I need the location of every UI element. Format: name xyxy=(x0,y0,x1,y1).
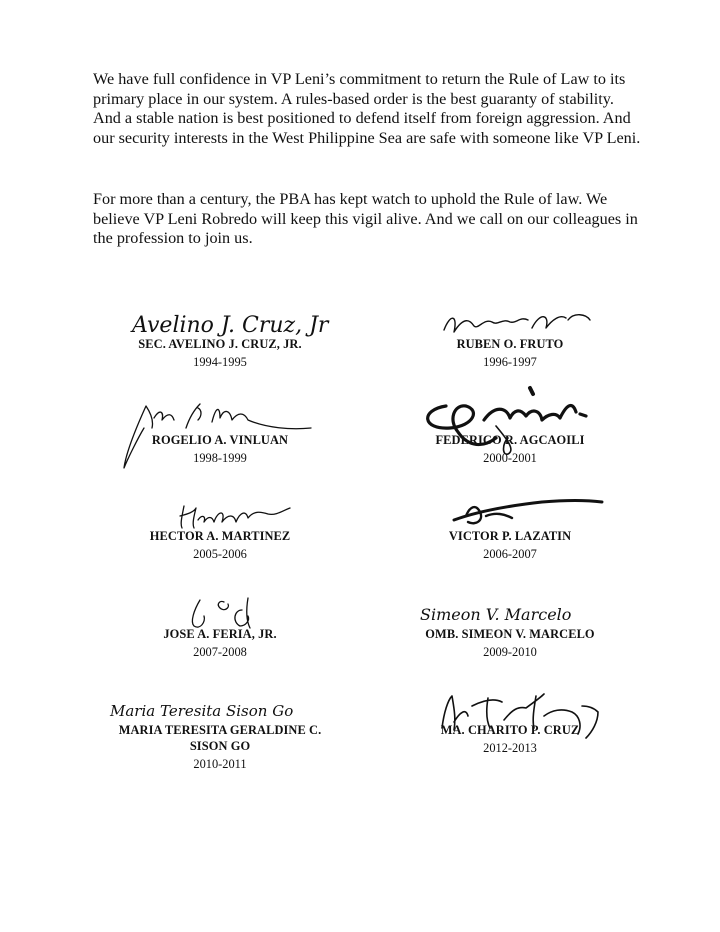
signatory-term: 2010-2011 xyxy=(193,757,247,771)
signatory-term: 1994-1995 xyxy=(193,355,247,369)
signatory-term: 1998-1999 xyxy=(193,451,247,465)
signatory-block xyxy=(90,432,350,466)
signatory-term: 2007-2008 xyxy=(193,645,247,659)
signatory-term: 2012-2013 xyxy=(483,741,537,755)
signatory-name: VICTOR P. LAZATIN xyxy=(448,529,572,543)
signatory-block xyxy=(380,432,640,466)
signatory-name: OMB. SIMEON V. MARCELO xyxy=(425,627,595,641)
signatory-name-line1: MARIA TERESITA GERALDINE C. xyxy=(118,723,322,737)
signatory-name: JOSE A. FERIA, JR. xyxy=(163,627,277,641)
signatory-name: HECTOR A. MARTINEZ xyxy=(149,529,291,543)
svg-text:Maria Teresita Sison Go: Maria Teresita Sison Go xyxy=(110,702,294,720)
signatory-block xyxy=(90,626,350,660)
signatory-block xyxy=(380,605,640,660)
signatory-name-line2: SISON GO xyxy=(189,739,251,753)
signatory-name: RUBEN O. FRUTO xyxy=(456,337,564,351)
signature-image xyxy=(446,496,606,530)
svg-text:Simeon V. Marcelo: Simeon V. Marcelo xyxy=(420,605,572,624)
signatory-term: 2009-2010 xyxy=(483,645,537,659)
signatory-block xyxy=(380,336,640,370)
signatory-term: 2005-2006 xyxy=(193,547,247,561)
svg-text:Avelino J. Cruz, Jr: Avelino J. Cruz, Jr xyxy=(132,313,329,338)
signatory-name: FEDERICO R. AGCAOILI xyxy=(435,433,585,447)
signatory-block xyxy=(90,702,350,772)
signatory-name: MA. CHARITO P. CRUZ xyxy=(440,723,580,737)
signatory-name: SEC. AVELINO J. CRUZ, JR. xyxy=(138,337,302,351)
signatory-block xyxy=(380,528,640,562)
signatory-block xyxy=(380,722,640,756)
signatory-name: ROGELIO A. VINLUAN xyxy=(151,433,289,447)
paragraph-confidence: We have full confidence in VP Leni’s commitment to return the Rule of Law to its primary place in our system. A rules-based order is the best guaranty of stability. And a stable nation is best positioned to defend itself from foreign aggression. And our security interests in the West Philippine Sea are safe with someone like VP Leni. xyxy=(93,70,641,147)
paragraph-vigil: For more than a century, the PBA has kept watch to uphold the Rule of law. We believe VP Leni Robredo will keep this vigil alive. And we call on our colleagues in the profession to join us. xyxy=(93,190,638,248)
signatory-term: 2000-2001 xyxy=(483,451,537,465)
signatory-block xyxy=(90,528,350,562)
signatory-block xyxy=(90,313,350,370)
signatory-term: 1996-1997 xyxy=(483,355,537,369)
signatory-term: 2006-2007 xyxy=(483,547,537,561)
